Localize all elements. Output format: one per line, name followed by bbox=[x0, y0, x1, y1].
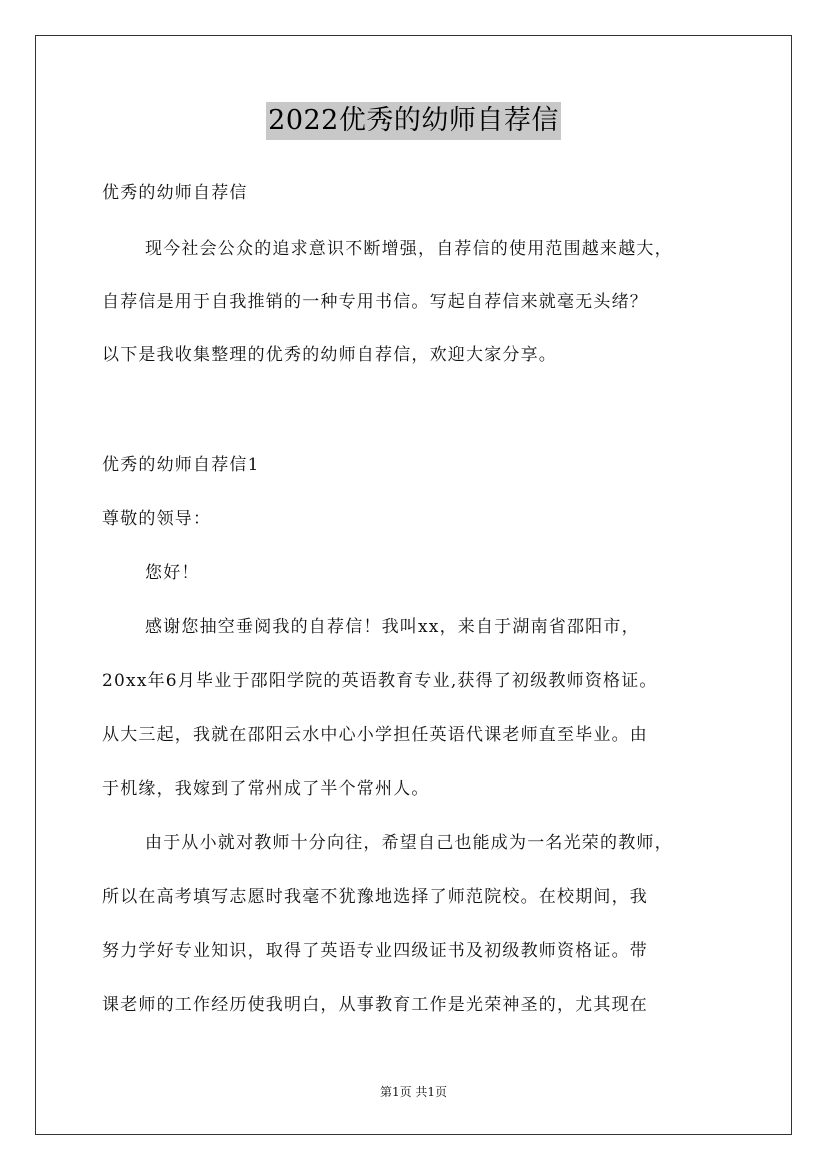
greeting: 您好！ bbox=[145, 563, 200, 583]
intro-heading: 优秀的幼师自荐信 bbox=[102, 183, 248, 203]
paragraph-line: 于机缘，我嫁到了常州成了半个常州人。 bbox=[102, 779, 430, 799]
paragraph-line: 课老师的工作经历使我明白，从事教育工作是光荣神圣的，尤其现在 bbox=[102, 995, 648, 1015]
title-container bbox=[0, 102, 827, 140]
paragraph-line: 努力学好专业知识，取得了英语专业四级证书及初级教师资格证。带 bbox=[102, 941, 648, 961]
page-footer: 第1页 共1页 bbox=[379, 1085, 448, 1099]
document-title: 2022优秀的幼师自荐信 bbox=[266, 102, 561, 140]
paragraph-line: 自荐信是用于自我推销的一种专用书信。写起自荐信来就毫无头绪？ bbox=[102, 292, 648, 312]
salutation: 尊敬的领导： bbox=[102, 509, 212, 529]
paragraph-line: 所以在高考填写志愿时我毫不犹豫地选择了师范院校。在校期间，我 bbox=[102, 887, 648, 907]
section-heading: 优秀的幼师自荐信1 bbox=[102, 455, 260, 475]
paragraph-line: 以下是我收集整理的优秀的幼师自荐信，欢迎大家分享。 bbox=[102, 345, 557, 365]
paragraph-line: 由于从小就对教师十分向往，希望自己也能成为一名光荣的教师， bbox=[145, 833, 673, 853]
paragraph-line: 现今社会公众的追求意识不断增强，自荐信的使用范围越来越大， bbox=[145, 239, 673, 259]
paragraph-line: 感谢您抽空垂阅我的自荐信！我叫xx，来自于湖南省邵阳市， bbox=[145, 617, 640, 637]
paragraph-line: 20xx年6月毕业于邵阳学院的英语教育专业,获得了初级教师资格证。 bbox=[102, 671, 658, 691]
paragraph-line: 从大三起，我就在邵阳云水中心小学担任英语代课老师直至毕业。由 bbox=[102, 725, 648, 745]
